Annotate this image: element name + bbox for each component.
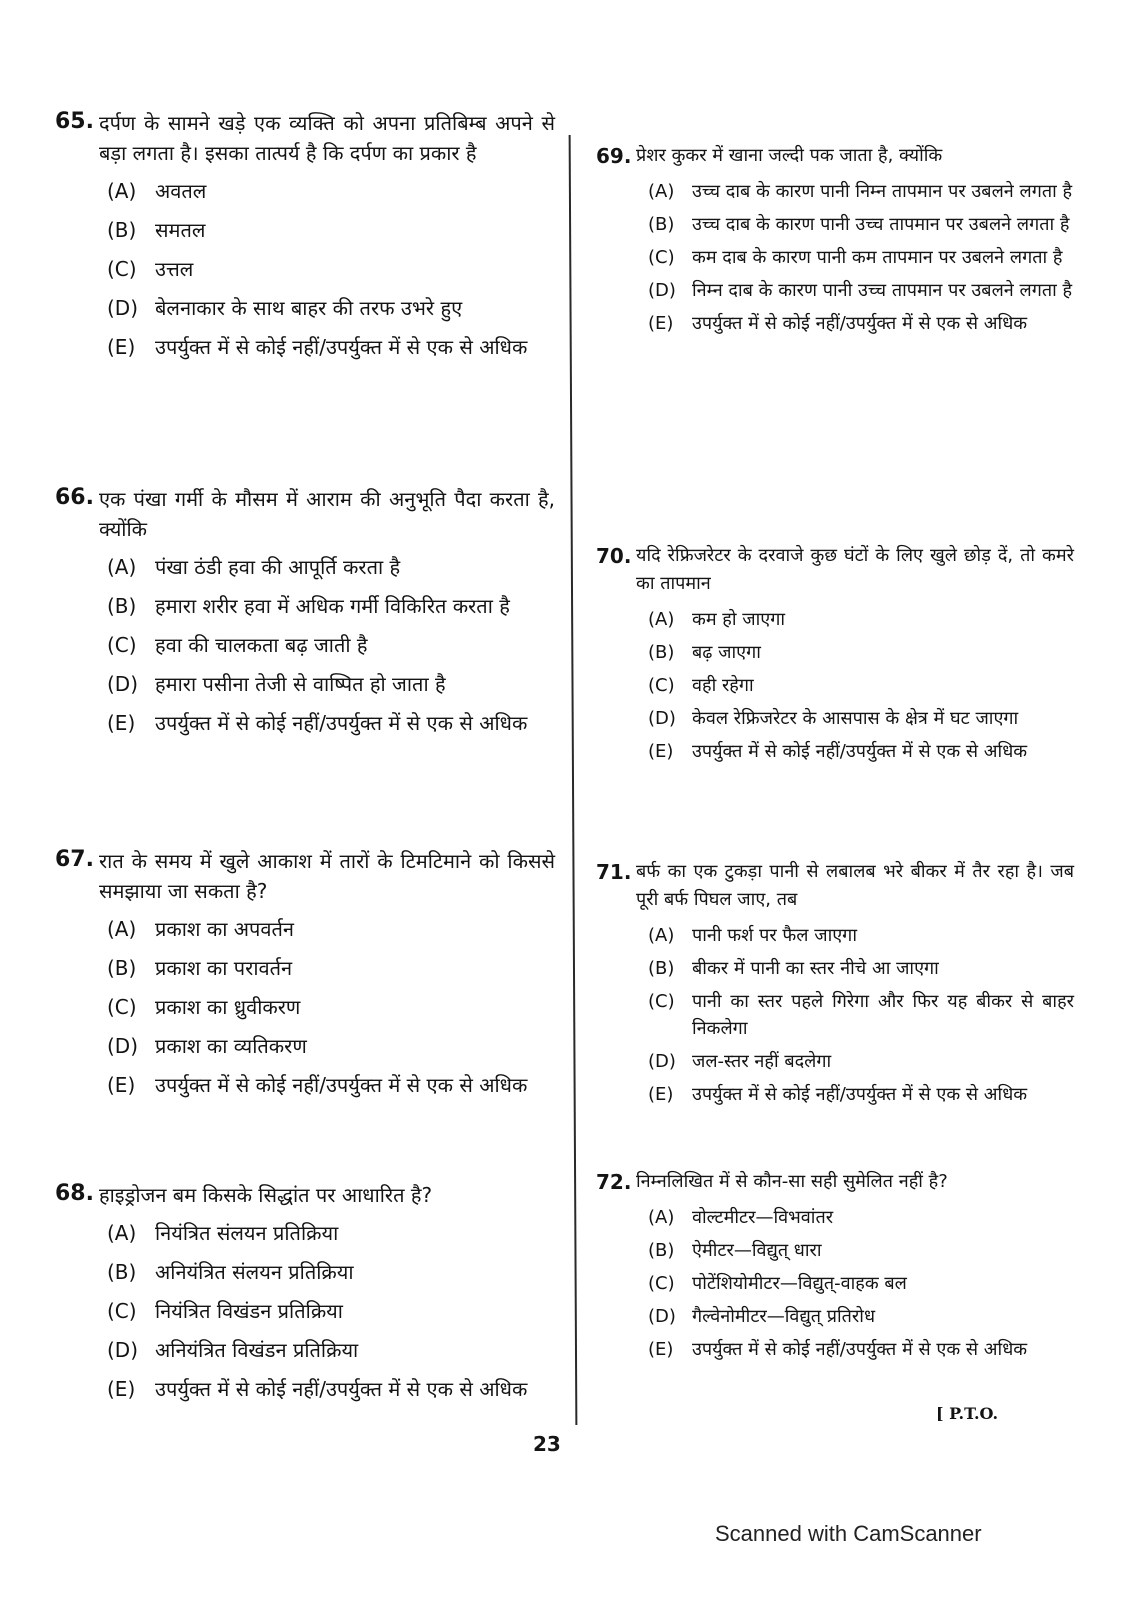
options-list [648,178,1074,337]
option-letter: (E) [648,313,674,334]
option-c [107,254,555,284]
option-text: पानी का स्तर पहले गिरेगा और फिर यह बीकर से बाहर निकलेगा [692,991,1074,1039]
scanner-watermark: Scanned with CamScanner [715,1521,982,1546]
option-e [107,708,555,738]
question-72 [596,1168,1074,1369]
option-b [648,211,1074,238]
option-letter: (D) [107,296,139,320]
option-letter: (C) [648,1273,675,1294]
option-letter: (C) [107,257,137,281]
option-text: हमारा शरीर हवा में अधिक गर्मी विकिरित करता है [155,594,510,618]
option-text: पोटेंशियोमीटर—विद्युत्-वाहक बल [692,1273,907,1294]
option-letter: (A) [648,609,675,630]
option-letter: (C) [648,675,675,696]
question-70 [596,542,1074,771]
question-text: रात के समय में खुले आकाश में तारों के टिमटिमाने को किससे समझाया जा सकता है? [99,849,555,903]
option-letter: (D) [648,280,676,301]
option-letter: (C) [107,633,137,657]
question-text: बर्फ का एक टुकड़ा पानी से लबालब भरे बीकर में तैर रहा है। जब पूरी बर्फ पिघल जाए, तब [636,861,1074,910]
option-b [107,953,555,983]
question-67 [55,846,555,1109]
option-text: बेलनाकार के साथ बाहर की तरफ उभरे हुए [155,296,463,320]
option-letter: (D) [107,672,139,696]
option-a [648,606,1074,633]
options-list [107,914,555,1100]
question-65 [55,108,555,371]
option-b [107,1257,555,1287]
option-letter: (A) [107,1221,137,1245]
option-letter: (C) [648,991,675,1012]
option-b [107,215,555,245]
question-number: 71. [596,860,632,884]
option-text: निम्न दाब के कारण पानी उच्च तापमान पर उबलने लगता है [692,280,1073,301]
option-a [107,176,555,206]
option-a [648,922,1074,949]
option-text: अवतल [155,179,207,203]
option-b [107,591,555,621]
option-text: अनियंत्रित संलयन प्रतिक्रिया [155,1260,354,1284]
option-text: उच्च दाब के कारण पानी उच्च तापमान पर उबलने लगता है [692,214,1070,235]
option-letter: (A) [107,555,137,579]
question-text: यदि रेफ्रिजरेटर के दरवाजे कुछ घंटों के लिए खुले छोड़ दें, तो कमरे का तापमान [636,545,1074,594]
option-text: जल-स्तर नहीं बदलेगा [692,1051,832,1072]
option-letter: (D) [648,1306,676,1327]
option-c [107,992,555,1022]
options-list [648,1204,1074,1363]
option-letter: (B) [107,594,137,618]
option-letter: (E) [107,335,136,359]
option-text: उपर्युक्त में से कोई नहीं/उपर्युक्त में से एक से अधिक [155,335,528,359]
option-letter: (B) [107,1260,137,1284]
options-list [107,552,555,738]
option-letter: (C) [107,1299,137,1323]
option-text: समतल [155,218,206,242]
option-text: प्रकाश का ध्रुवीकरण [155,995,301,1019]
option-text: पंखा ठंडी हवा की आपूर्ति करता है [155,555,401,579]
option-letter: (D) [107,1034,139,1058]
option-letter: (B) [648,642,675,663]
option-text: बढ़ जाएगा [692,642,761,663]
option-text: प्रकाश का अपवर्तन [155,917,295,941]
option-letter: (E) [648,1084,674,1105]
option-text: उपर्युक्त में से कोई नहीं/उपर्युक्त में से एक से अधिक [692,1339,1028,1360]
question-number: 68. [55,1181,94,1206]
question-number: 66. [55,485,94,510]
option-d [107,1031,555,1061]
option-text: उपर्युक्त में से कोई नहीं/उपर्युक्त में से एक से अधिक [155,1377,528,1401]
option-letter: (B) [648,958,675,979]
options-list [648,922,1074,1108]
option-letter: (E) [648,1339,674,1360]
question-text: दर्पण के सामने खड़े एक व्यक्ति को अपना प्रतिबिम्ब अपने से बड़ा लगता है। इसका तात्पर्य है कि दर्पण का प्रकार है [99,111,555,165]
option-c [648,244,1074,271]
option-d [648,705,1074,732]
option-d [648,1303,1074,1330]
option-e [648,1081,1074,1108]
option-c [107,1296,555,1326]
page-number: 23 [533,1432,561,1456]
option-letter: (A) [648,181,675,202]
option-b [648,955,1074,982]
option-letter: (D) [648,1051,676,1072]
option-text: उत्तल [155,257,194,281]
option-text: पानी फर्श पर फैल जाएगा [692,925,857,946]
option-e [107,1070,555,1100]
option-text: उपर्युक्त में से कोई नहीं/उपर्युक्त में से एक से अधिक [155,1073,528,1097]
option-text: नियंत्रित संलयन प्रतिक्रिया [155,1221,339,1245]
option-c [648,672,1074,699]
option-letter: (B) [648,1240,675,1261]
option-text: उपर्युक्त में से कोई नहीं/उपर्युक्त में से एक से अधिक [692,313,1028,334]
option-letter: (C) [648,247,675,268]
option-d [107,293,555,323]
option-a [107,552,555,582]
question-number: 69. [596,144,632,168]
option-text: प्रकाश का व्यतिकरण [155,1034,307,1058]
options-list [648,606,1074,765]
question-text: निम्नलिखित में से कौन-सा सही सुमेलित नहीं है? [636,1171,948,1192]
question-text: प्रेशर कुकर में खाना जल्दी पक जाता है, क्योंकि [636,145,943,166]
question-text: हाइड्रोजन बम किसके सिद्धांत पर आधारित है? [99,1183,433,1207]
option-letter: (B) [107,956,137,980]
option-letter: (E) [648,741,674,762]
option-text: वही रहेगा [692,675,754,696]
right-column [596,0,1074,1460]
option-text: उपर्युक्त में से कोई नहीं/उपर्युक्त में से एक से अधिक [692,1084,1028,1105]
option-d [648,1048,1074,1075]
option-text: कम हो जाएगा [692,609,786,630]
option-letter: (E) [107,1377,136,1401]
option-letter: (A) [648,1207,675,1228]
question-69 [596,142,1074,343]
option-text: उपर्युक्त में से कोई नहीं/उपर्युक्त में से एक से अधिक [692,741,1028,762]
option-letter: (A) [648,925,675,946]
option-e [648,1336,1074,1363]
question-number: 70. [596,544,632,568]
option-e [107,332,555,362]
option-letter: (E) [107,1073,136,1097]
option-text: गैल्वेनोमीटर—विद्युत् प्रतिरोध [692,1306,876,1327]
option-text: ऐमीटर—विद्युत् धारा [692,1240,822,1261]
option-letter: (A) [107,179,137,203]
left-column [55,0,555,1460]
option-c [648,1270,1074,1297]
option-e [648,310,1074,337]
option-letter: (D) [648,708,676,729]
option-text: नियंत्रित विखंडन प्रतिक्रिया [155,1299,343,1323]
question-number: 72. [596,1170,632,1194]
question-66 [55,484,555,747]
pto-marker: [ P.T.O. [936,1404,999,1423]
option-e [107,1374,555,1404]
option-text: कम दाब के कारण पानी कम तापमान पर उबलने लगता है [692,247,1063,268]
option-letter: (E) [107,711,136,735]
option-b [648,639,1074,666]
option-c [648,988,1074,1042]
options-list [107,176,555,362]
option-c [107,630,555,660]
option-d [648,277,1074,304]
options-list [107,1218,555,1404]
question-71 [596,858,1074,1114]
question-number: 65. [55,109,94,134]
option-text: उच्च दाब के कारण पानी निम्न तापमान पर उबलने लगता है [692,181,1073,202]
question-68 [55,1180,555,1413]
option-letter: (A) [107,917,137,941]
question-text: एक पंखा गर्मी के मौसम में आराम की अनुभूति पैदा करता है, क्योंकि [99,487,555,541]
option-d [107,669,555,699]
option-letter: (B) [107,218,137,242]
option-text: अनियंत्रित विखंडन प्रतिक्रिया [155,1338,359,1362]
option-a [107,1218,555,1248]
option-text: बीकर में पानी का स्तर नीचे आ जाएगा [692,958,939,979]
option-letter: (D) [107,1338,139,1362]
option-letter: (B) [648,214,675,235]
option-text: हमारा पसीना तेजी से वाष्पित हो जाता है [155,672,446,696]
option-text: उपर्युक्त में से कोई नहीं/उपर्युक्त में से एक से अधिक [155,711,528,735]
option-text: हवा की चालकता बढ़ जाती है [155,633,368,657]
option-a [648,1204,1074,1231]
option-b [648,1237,1074,1264]
option-text: केवल रेफ्रिजरेटर के आसपास के क्षेत्र में घट जाएगा [692,708,1019,729]
option-letter: (C) [107,995,137,1019]
option-text: प्रकाश का परावर्तन [155,956,293,980]
column-divider [569,135,578,1425]
option-e [648,738,1074,765]
question-number: 67. [55,847,94,872]
option-a [648,178,1074,205]
option-text: वोल्टमीटर—विभवांतर [692,1207,834,1228]
option-a [107,914,555,944]
option-d [107,1335,555,1365]
